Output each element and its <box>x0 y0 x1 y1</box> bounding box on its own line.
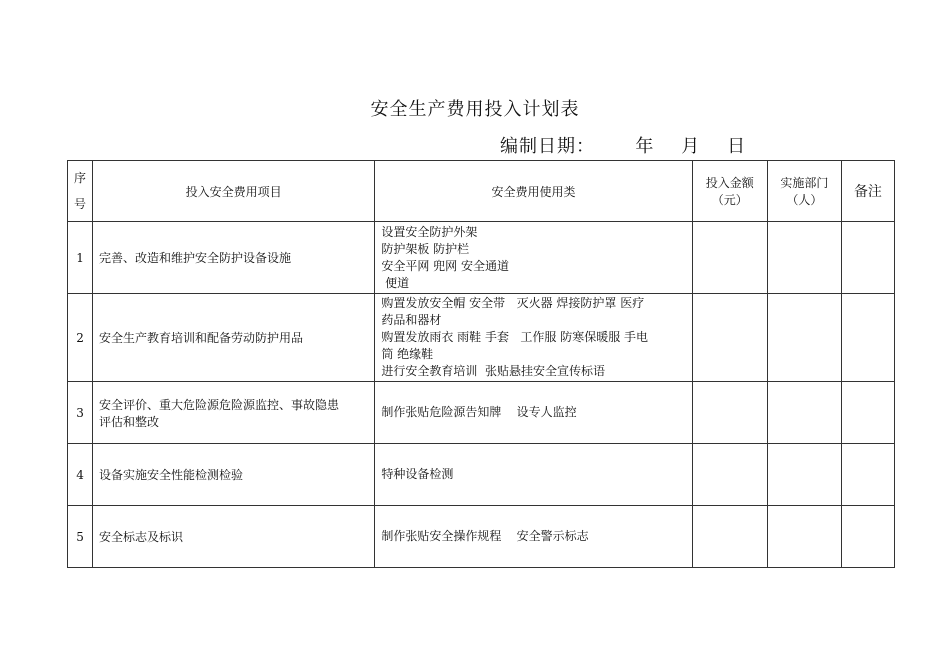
row-dept-cell[interactable] <box>767 222 841 294</box>
date-month-label: 月 <box>681 136 701 157</box>
row-seq: 3 <box>68 382 93 444</box>
header-use: 安全费用使用类 <box>375 161 692 222</box>
date-day-label: 日 <box>727 136 747 157</box>
date-year-label: 年 <box>635 136 655 157</box>
table-header-row <box>68 161 895 222</box>
row-dept-cell[interactable] <box>767 294 841 382</box>
row-note-cell[interactable] <box>841 506 894 568</box>
row-item: 安全评价、重大危险源危险源监控、事故隐患 评估和整改 <box>93 382 375 444</box>
row-amount-cell[interactable] <box>692 506 767 568</box>
page-title: 安全生产费用投入计划表 <box>370 99 580 120</box>
compile-date-label: 编制日期： <box>500 136 595 157</box>
row-dept-cell[interactable] <box>767 506 841 568</box>
row-item: 设备实施安全性能检测检验 <box>93 444 375 506</box>
header-seq: 序 号 <box>68 161 93 222</box>
header-amount: 投入金额 （元） <box>692 161 767 222</box>
row-note-cell[interactable] <box>841 382 894 444</box>
row-amount-cell[interactable] <box>692 444 767 506</box>
row-item: 完善、改造和维护安全防护设备设施 <box>93 222 375 294</box>
compile-date-line <box>500 132 746 158</box>
row-note-cell[interactable] <box>841 294 894 382</box>
row-dept-cell[interactable] <box>767 382 841 444</box>
row-amount-cell[interactable] <box>692 222 767 294</box>
table-row <box>68 382 895 444</box>
row-note-cell[interactable] <box>841 222 894 294</box>
table-row <box>68 506 895 568</box>
row-use: 设置安全防护外架 防护架板 防护栏 安全平网 兜网 安全通道 便道 <box>375 222 692 294</box>
row-seq: 5 <box>68 506 93 568</box>
row-use: 购置发放安全帽 安全带 灭火器 焊接防护罩 医疗 药品和器材 购置发放雨衣 雨鞋 手套 工作服 防寒保暖服 手电 筒 绝缘鞋 进行安全教育培训 张贴悬挂安全宣传标语 <box>375 294 692 382</box>
table-row <box>68 222 895 294</box>
row-dept-cell[interactable] <box>767 444 841 506</box>
table-row <box>68 444 895 506</box>
row-item: 安全生产教育培训和配备劳动防护用品 <box>93 294 375 382</box>
row-seq: 1 <box>68 222 93 294</box>
row-use: 制作张贴安全操作规程 安全警示标志 <box>375 506 692 568</box>
table-row <box>68 294 895 382</box>
row-amount-cell[interactable] <box>692 382 767 444</box>
row-seq: 4 <box>68 444 93 506</box>
row-item: 安全标志及标识 <box>93 506 375 568</box>
safety-cost-plan-table <box>67 160 895 568</box>
row-use: 特种设备检测 <box>375 444 692 506</box>
row-use: 制作张贴危险源告知牌 设专人监控 <box>375 382 692 444</box>
header-note: 备注 <box>841 161 894 222</box>
header-item: 投入安全费用项目 <box>93 161 375 222</box>
header-dept: 实施部门 （人） <box>767 161 841 222</box>
row-seq: 2 <box>68 294 93 382</box>
row-amount-cell[interactable] <box>692 294 767 382</box>
row-note-cell[interactable] <box>841 444 894 506</box>
